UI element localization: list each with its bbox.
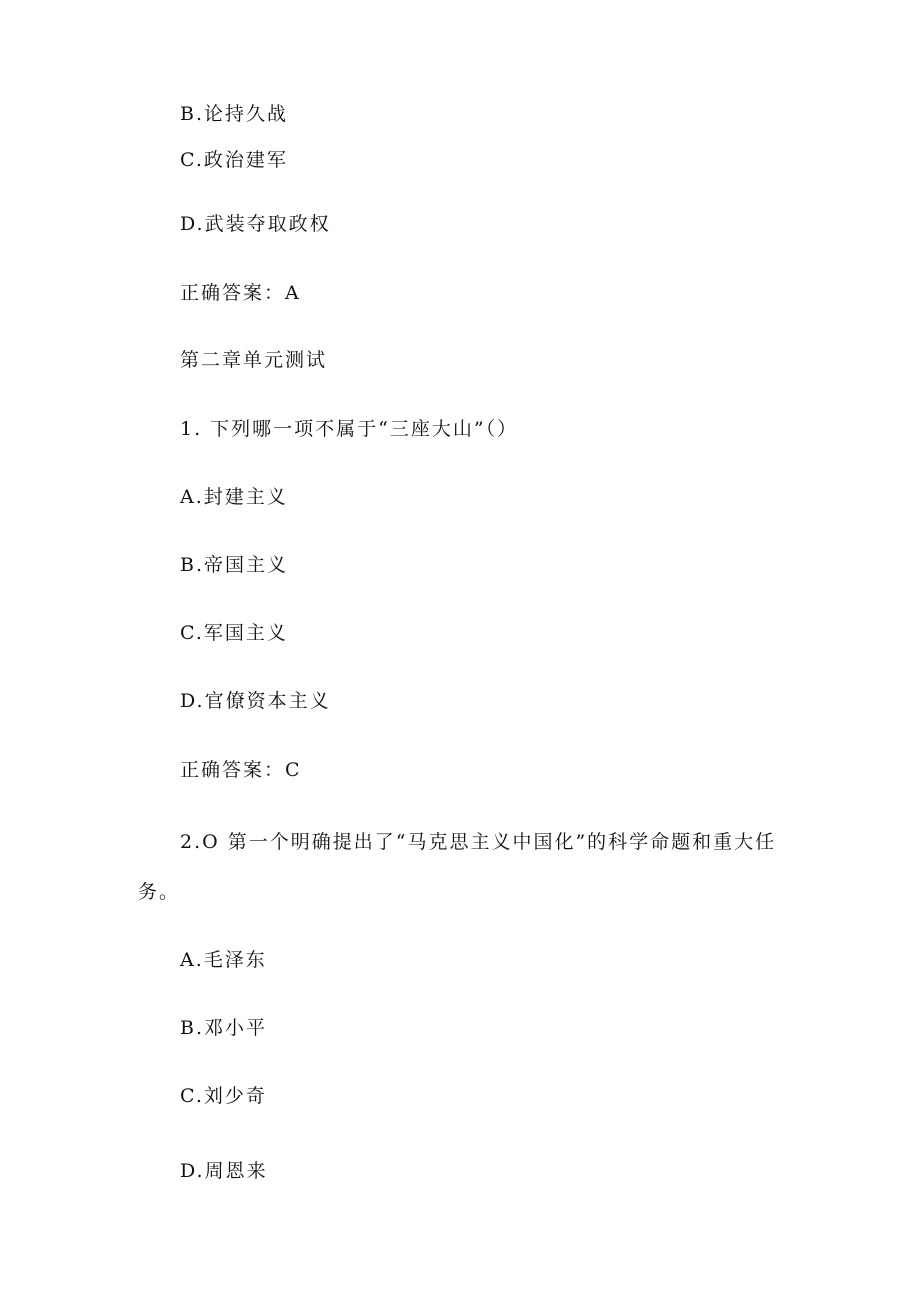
question-1-option-c: C.军国主义 [180,622,288,644]
question-2-stem-line-1: 2.O 第一个明确提出了“马克思主义中国化”的科学命题和重大任 [180,831,777,853]
question-1-answer: 正确答案：C [180,759,302,781]
question-1-option-b: B.帝国主义 [180,554,289,576]
prev-option-b: B.论持久战 [180,103,289,125]
question-1-stem: 1. 下列哪一项不属于“三座大山”（） [180,418,519,440]
chapter-title: 第二章单元测试 [180,349,328,371]
prev-answer: 正确答案：A [180,282,301,304]
question-1-option-d: D.官僚资本主义 [180,690,331,712]
question-2-option-b: B.邓小平 [180,1017,268,1039]
question-2-stem-line-2: 务。 [138,881,181,903]
question-1-option-a: A.封建主义 [180,486,288,508]
question-2-option-c: C.刘少奇 [180,1085,267,1107]
prev-option-d: D.武装夺取政权 [180,213,331,235]
prev-option-c: C.政治建军 [180,149,288,171]
question-2-option-d: D.周恩来 [180,1160,268,1182]
question-2-option-a: A.毛泽东 [180,949,267,971]
